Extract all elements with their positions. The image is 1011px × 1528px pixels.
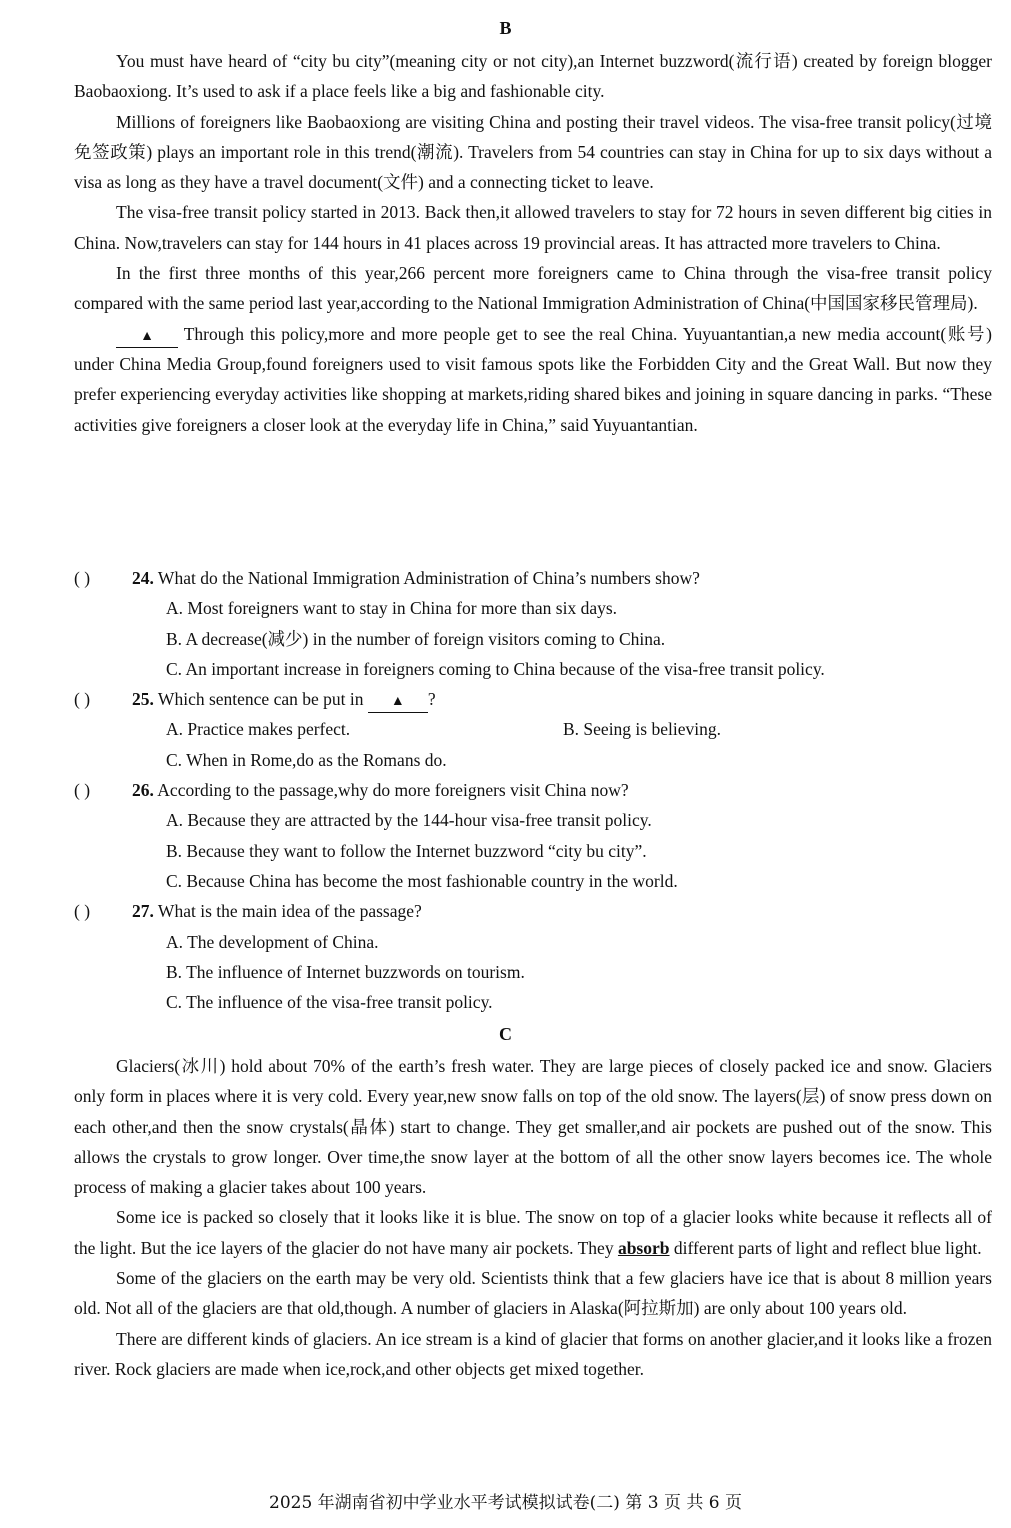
triangle-marker-icon: ▲	[390, 694, 405, 710]
question-number: 26.	[132, 780, 154, 801]
question-number: 25.	[132, 689, 154, 710]
question-stem: According to the passage,why do more foreigners visit China now?	[153, 780, 629, 801]
section-b-title: B	[499, 18, 512, 38]
question-27	[74, 896, 992, 1017]
answer-bracket[interactable]: ( )	[74, 568, 91, 588]
passage-c-paragraph: Glaciers(冰川) hold about 70% of the earth’s fresh water. They are large pieces of closely packed ice and snow. Glaciers only form in places where it is very cold. Every year,new snow falls on top of the old snow. The layers(层) of snow press down on each other,and then the snow crystals(晶体) start to change. They get smaller,and air pockets are pushed out of the snow. This allows the crystals to grow longer. Over time,the snow layer at the bottom of all the other snow layers becomes ice. The whole process of making a glacier takes about 100 years.	[74, 1056, 992, 1198]
passage-c	[74, 1051, 992, 1384]
option-a: A. The development of China.	[166, 931, 379, 952]
option-a: A. Most foreigners want to stay in China for more than six days.	[166, 598, 618, 619]
paragraph-text: Through this policy,more and more people get to see the real China. Yuyuantantian,a new media account(账号) under China Media Group,found foreigners used to visit famous spots like the Forbidden City and the Great Wall. But now they prefer experiencing everyday activities like shopping at markets,riding shared bikes and joining in square dancing in parks. “These activities give foreigners a closer look at the everyday life in China,” said Yuyuantantian.	[74, 323, 992, 435]
option-b: B. Because they want to follow the Internet buzzword “city bu city”.	[166, 840, 647, 861]
question-stem-end: ?	[427, 689, 436, 710]
passage-b-paragraph: The visa-free transit policy started in 2013. Back then,it allowed travelers to stay for 72 hours in seven different big cities in China. Now,travelers can stay for 144 hours in 41 places across 19 provincial areas. It has attracted more travelers to China.	[74, 202, 992, 253]
question-stem: Which sentence can be put in	[153, 689, 368, 710]
option-a: A. Because they are attracted by the 144-hour visa-free transit policy.	[166, 810, 652, 831]
question-26	[74, 775, 992, 896]
option-c: C. Because China has become the most fashionable country in the world.	[166, 870, 678, 891]
passage-c-paragraph: Some of the glaciers on the earth may be very old. Scientists think that a few glaciers have ice that is about 8 million years old. Not all of the glaciers are that old,though. A number of glaciers in Alaska(阿拉斯加) are only about 100 years old.	[74, 1268, 992, 1319]
paragraph-text: different parts of light and reflect blue light.	[669, 1237, 982, 1258]
passage-b	[74, 46, 992, 440]
passage-c-paragraph	[74, 1202, 992, 1263]
question-stem: What do the National Immigration Administration of China’s numbers show?	[153, 568, 700, 588]
answer-blank-ref	[368, 689, 428, 713]
option-b: B. Seeing is believing.	[563, 719, 721, 740]
triangle-marker-icon: ▲	[140, 328, 154, 344]
question-number: 24.	[132, 568, 154, 588]
answer-blank[interactable]	[116, 324, 178, 348]
question-number: 27.	[132, 901, 154, 922]
paragraph-text: Some ice is packed so closely that it looks like it is blue. The snow on top of a glacier looks white because it reflects all of the light. But the ice layers of the glacier do not have many air pockets. They	[74, 1207, 992, 1258]
option-c: C. An important increase in foreigners coming to China because of the visa-free transit policy.	[166, 658, 825, 679]
answer-bracket[interactable]: ( )	[74, 901, 91, 922]
page-footer: 2025 年湖南省初中学业水平考试模拟试卷(二) 第 3 页 共 6 页	[269, 1493, 742, 1513]
question-list	[74, 563, 992, 1017]
passage-b-paragraph: Millions of foreigners like Baobaoxiong are visiting China and posting their travel videos. The visa-free transit policy(过境免签政策) plays an important role in this trend(潮流). Travelers from 54 countries can stay in China for up to six days without a visa as long as they have a travel document(文件) and a connecting ticket to leave.	[74, 111, 992, 193]
keyword-absorb: absorb	[617, 1237, 670, 1258]
section-c-title: C	[499, 1024, 512, 1044]
question-stem: What is the main idea of the passage?	[153, 901, 422, 922]
passage-b-paragraph: You must have heard of “city bu city”(meaning city or not city),an Internet buzzword(流行语) created by foreign blogger Baobaoxiong. It’s used to ask if a place feels like a big and fashionable city.	[74, 51, 992, 102]
option-c: C. When in Rome,do as the Romans do.	[166, 749, 447, 770]
question-24	[74, 563, 992, 684]
option-b: B. The influence of Internet buzzwords on tourism.	[166, 961, 525, 982]
answer-bracket[interactable]: ( )	[74, 689, 91, 710]
passage-b-paragraph	[74, 319, 992, 440]
passage-c-paragraph: There are different kinds of glaciers. An ice stream is a kind of glacier that forms on another glacier,and it looks like a frozen river. Rock glaciers are made when ice,rock,and other objects get mixed together.	[74, 1328, 992, 1379]
question-25	[74, 684, 992, 775]
option-a: A. Practice makes perfect.	[166, 719, 351, 740]
option-c: C. The influence of the visa-free transit policy.	[166, 992, 493, 1013]
passage-b-paragraph: In the first three months of this year,266 percent more foreigners came to China through the visa-free transit policy compared with the same period last year,according to the National Immigration Administration of China(中国国家移民管理局).	[74, 263, 992, 314]
option-b: B. A decrease(减少) in the number of foreign visitors coming to China.	[166, 628, 666, 649]
answer-bracket[interactable]: ( )	[74, 780, 91, 801]
